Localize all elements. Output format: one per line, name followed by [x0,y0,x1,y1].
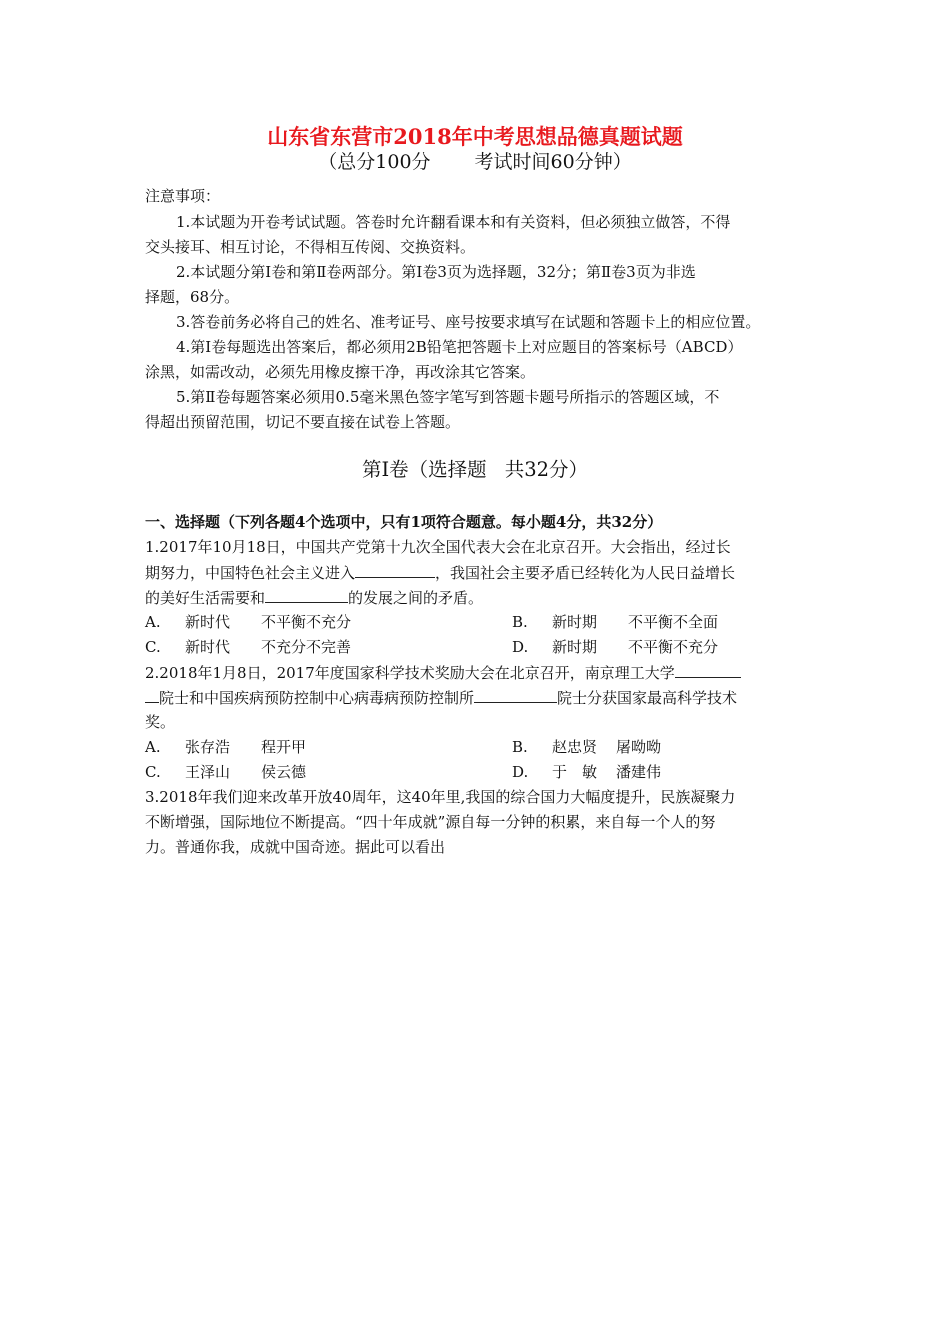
question-1-text: 的发展之间的矛盾。 [348,589,484,607]
answer-blank [265,587,348,603]
question-3-line: 3.2018年我们迎来改革开放40周年，这40年里,我国的综合国力大幅度提升，民族凝聚力 [145,788,736,806]
option-b: B. 新时期 不平衡不全面 [512,613,719,631]
notice-heading: 注意事项： [145,187,221,205]
exam-subtitle [0,150,950,174]
exam-title: 山东省东营市2018年中考思想品德真题试题 [267,124,683,149]
option-d: D. 新时期 不平衡不充分 [512,638,719,656]
option-b: B. 赵忠贤 屠呦呦 [512,738,662,756]
option-d: D. 于 敏 潘建伟 [512,763,662,781]
notice-line: 3.答卷前务必将自己的姓名、准考证号、座号按要求填写在试题和答题卡上的相应位置。 [176,313,761,331]
question-1-text: ，我国社会主要矛盾已经转化为人民日益增长 [435,564,736,582]
question-2-text: 2.2018年1月8日，2017年度国家科学技术奖励大会在北京召开，南京理工大学 [145,664,675,682]
option-c: C. 新时代 不充分不完善 [145,638,352,656]
question-2-text: 院士分获国家最高科学技术 [557,689,738,707]
notice-line: 5.第Ⅱ卷每题答案必须用0.5毫米黑色签字笔写到答题卡题号所指示的答题区域，不 [176,388,720,406]
question-1-text: 的美好生活需要和 [145,589,266,607]
notice-line: 择题，68分。 [145,288,240,306]
part-heading: 一、选择题（下列各题4个选项中，只有1项符合题意。每小题4分，共32分） [145,513,663,531]
question-2-line [145,687,737,708]
question-3-line: 力。普通你我，成就中国奇迹。据此可以看出 [145,838,446,856]
option-a: A. 张存浩 程开甲 [145,738,307,756]
question-1-line [145,587,483,608]
exam-time: 考试时间60分钟） [474,151,632,173]
section-heading-left: 第Ⅰ卷（选择题 [361,458,487,481]
question-1-line [145,562,735,583]
question-1-line: 1.2017年10月18日，中国共产党第十九次全国代表大会在北京召开。大会指出，经过长 [145,538,731,556]
section-heading [0,458,950,482]
question-3-line: 不断增强，国际地位不断提高。“四十年成就”源自每一分钟的积累，来自每一个人的努 [145,813,716,831]
notice-line: 涂黑，如需改动，必须先用橡皮擦干净，再改涂其它答案。 [145,363,536,381]
option-c: C. 王泽山 侯云德 [145,763,307,781]
notice-line: 4.第Ⅰ卷每题选出答案后，都必须用2B铅笔把答题卡上对应题目的答案标号（ABCD） [176,338,743,356]
question-2-text: 院士和中国疾病预防控制中心病毒病预防控制所 [159,689,475,707]
answer-blank [145,687,159,703]
notice-line: 交头接耳、相互讨论，不得相互传阅、交换资料。 [145,238,476,256]
question-1-text: 期努力，中国特色社会主义进入 [145,564,356,582]
notice-line: 得超出预留范围，切记不要直接在试卷上答题。 [145,413,461,431]
question-2-line: 奖。 [145,713,176,731]
answer-blank [474,687,557,703]
option-a: A. 新时代 不平衡不充分 [145,613,352,631]
section-heading-right: 共32分） [504,458,589,481]
question-2-line [145,662,741,683]
answer-blank [355,562,435,578]
notice-line: 2.本试题分第Ⅰ卷和第Ⅱ卷两部分。第Ⅰ卷3页为选择题，32分；第Ⅱ卷3页为非选 [176,263,696,281]
notice-line: 1.本试题为开卷考试试题。答卷时允许翻看课本和有关资料，但必须独立做答，不得 [176,213,731,231]
answer-blank [675,662,741,678]
total-score: （总分100分 [318,151,431,173]
